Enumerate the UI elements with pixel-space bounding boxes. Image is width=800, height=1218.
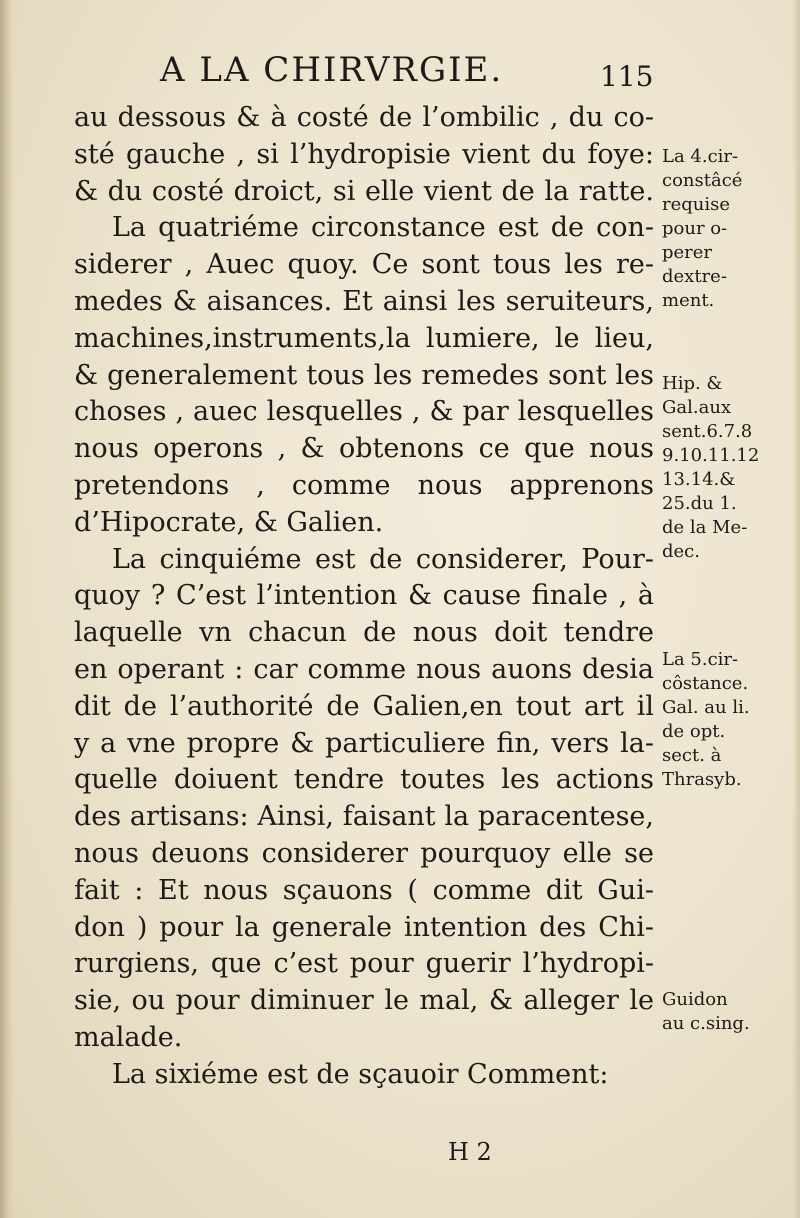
text-line: quelle doiuent tendre toutes les actions: [74, 764, 654, 796]
margin-note-5th-circumstance: [662, 648, 792, 792]
text-line: rurgiens, que c’est pour guerir l’hydropi-: [74, 948, 654, 980]
margin-note-line: 9.10.11.12: [662, 445, 760, 466]
margin-note-line: 25.du 1.: [662, 493, 737, 514]
gutter-shadow: [0, 0, 14, 1218]
margin-note-line: Guidon: [662, 989, 728, 1010]
running-head: A LA CHIRVRGIE.: [160, 50, 504, 90]
text-line: choses , auec lesquelles , & par lesquelles: [74, 396, 654, 428]
margin-note-line: côstance.: [662, 673, 749, 694]
text-line: malade.: [74, 1021, 183, 1053]
margin-note-line: au c.sing.: [662, 1013, 750, 1034]
text-line: quoy ? C’est l’intention & cause finale , à: [74, 580, 654, 612]
text-line: & du costé droict, si elle vient de la ratte.: [74, 175, 654, 207]
text-line: des artisans: Ainsi, faisant la paracentese,: [74, 801, 654, 833]
text-line: pretendons , comme nous apprenons: [74, 469, 654, 501]
margin-note-line: de la Me-: [662, 517, 748, 538]
text-line: sie, ou pour diminuer le mal, & alleger le: [74, 985, 654, 1017]
margin-note-line: 13.14.&: [662, 469, 736, 490]
margin-note-line: dec.: [662, 541, 700, 562]
margin-note-line: ment.: [662, 290, 715, 311]
text-line: fait : Et nous sçauons ( comme dit Gui-: [74, 874, 654, 906]
margin-note-line: pour o-: [662, 218, 728, 239]
margin-note-line: Hip. &: [662, 373, 723, 394]
margin-note-line: Gal. au li.: [662, 697, 750, 718]
text-line: sté gauche , si l’hydropisie vient du foye:: [74, 138, 654, 170]
text-line: dit de l’authorité de Galien,en tout art il: [74, 690, 654, 722]
text-line: nous deuons considerer pourquoy elle se: [74, 837, 654, 869]
text-line: La cinquiéme est de considerer, Pour-: [112, 543, 654, 575]
margin-note-4th-circumstance: [662, 145, 792, 313]
text-line: La sixiéme est de sçauoir Comment:: [112, 1058, 609, 1090]
text-line: nous operons , & obtenons ce que nous: [74, 433, 654, 465]
text-line: au dessous & à costé de l’ombilic , du co-: [74, 102, 654, 133]
text-line: siderer , Auec quoy. Ce sont tous les re-: [74, 249, 654, 281]
text-line: y a vne propre & particuliere fin, vers la-: [74, 727, 654, 759]
body-text: [74, 100, 654, 1094]
signature-mark: H 2: [448, 1138, 492, 1166]
margin-note-line: Thrasyb.: [662, 769, 742, 790]
page-number: 115: [600, 60, 654, 93]
margin-note-line: de opt.: [662, 721, 726, 742]
text-line: machines,instruments,la lumiere, le lieu,: [74, 322, 654, 354]
margin-note-line: sect. à: [662, 745, 722, 766]
margin-note-line: requise: [662, 194, 731, 215]
text-line: & generalement tous les remedes sont les: [74, 359, 654, 391]
margin-note-line: Gal.aux: [662, 397, 732, 418]
margin-note-line: La 4.cir-: [662, 146, 739, 167]
margin-note-hippocrates-galen: [662, 372, 792, 564]
text-line: laquelle vn chacun de nous doit tendre: [74, 617, 654, 649]
text-line: don ) pour la generale intention des Chi-: [74, 911, 654, 943]
margin-note-line: perer: [662, 242, 713, 263]
text-line: en operant : car comme nous auons desia: [74, 653, 654, 685]
text-line: d’Hipocrate, & Galien.: [74, 506, 384, 538]
margin-note-guidon: [662, 988, 792, 1036]
margin-note-line: dextre-: [662, 266, 727, 287]
margin-note-line: sent.6.7.8: [662, 421, 753, 442]
page-edge: [792, 0, 800, 1218]
text-line: La quatriéme circonstance est de con-: [112, 212, 654, 244]
margin-note-line: La 5.cir-: [662, 649, 739, 670]
margin-note-line: constâcé: [662, 170, 743, 191]
text-line: medes & aisances. Et ainsi les seruiteurs,: [74, 285, 654, 317]
